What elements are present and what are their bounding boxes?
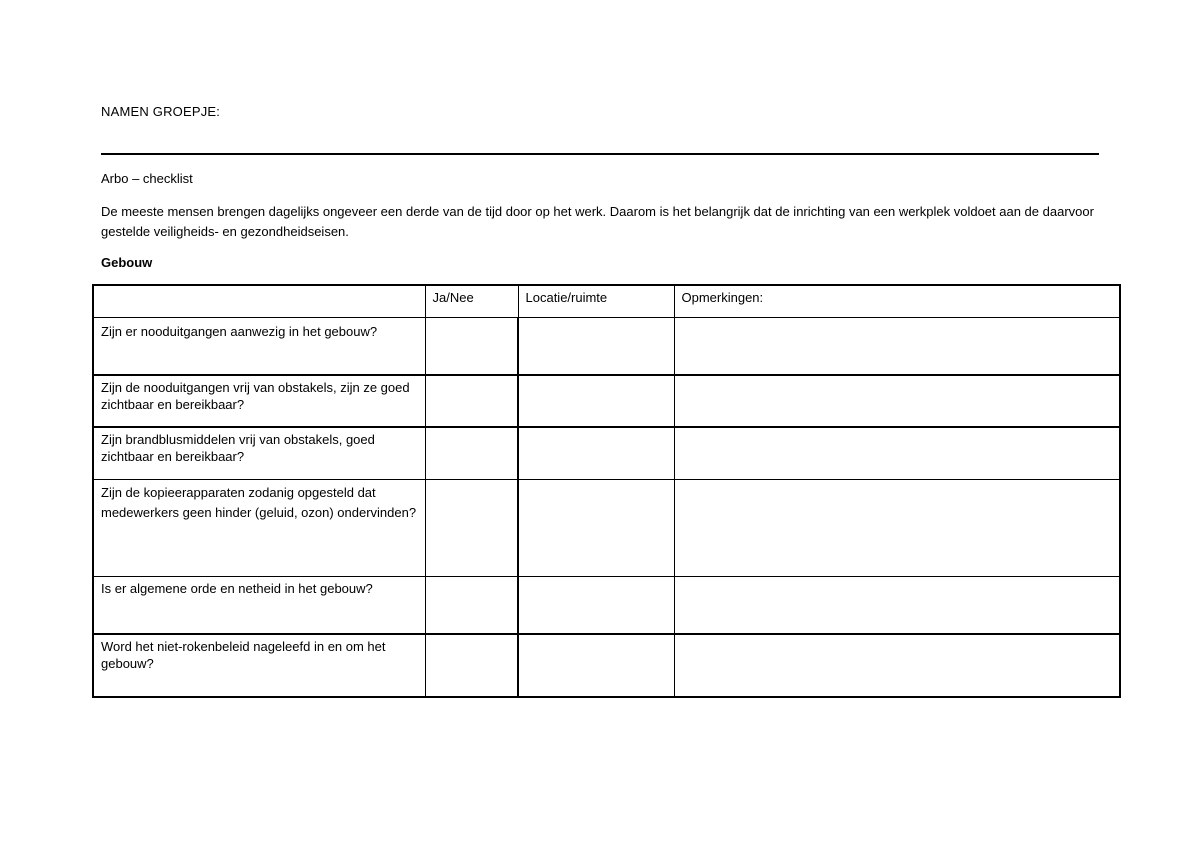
- ja-nee-cell[interactable]: [425, 375, 518, 427]
- locatie-cell[interactable]: [518, 375, 674, 427]
- section-heading: Gebouw: [101, 255, 153, 270]
- header-opmerkingen: Opmerkingen:: [674, 285, 1120, 317]
- table-row: [93, 375, 1120, 427]
- group-names-label: NAMEN GROEPJE:: [101, 104, 221, 119]
- question-cell: Zijn de kopieerapparaten zodanig opgesteld dat medewerkers geen hinder (geluid, ozon) ondervinden?: [93, 479, 425, 576]
- intro-paragraph: De meeste mensen brengen dagelijks ongeveer een derde van de tijd door op het werk. Daarom is het belangrijk dat de inrichting van een werkplek voldoet aan de daarvoor gestelde veiligheids- en gezondheidseisen.: [101, 204, 1094, 239]
- ja-nee-cell[interactable]: [425, 634, 518, 697]
- opmerkingen-cell[interactable]: [674, 375, 1120, 427]
- group-names-line: [101, 153, 1099, 155]
- opmerkingen-cell[interactable]: [674, 317, 1120, 375]
- opmerkingen-cell[interactable]: [674, 576, 1120, 634]
- locatie-cell[interactable]: [518, 427, 674, 479]
- question-cell: Is er algemene orde en netheid in het gebouw?: [93, 576, 425, 634]
- checklist-table: [92, 284, 1121, 698]
- opmerkingen-cell[interactable]: [674, 427, 1120, 479]
- locatie-cell[interactable]: [518, 634, 674, 697]
- locatie-cell[interactable]: [518, 576, 674, 634]
- locatie-cell[interactable]: [518, 479, 674, 576]
- header-locatie: Locatie/ruimte: [518, 285, 674, 317]
- ja-nee-cell[interactable]: [425, 427, 518, 479]
- question-cell: Zijn er nooduitgangen aanwezig in het gebouw?: [93, 317, 425, 375]
- table-row: [93, 479, 1120, 576]
- question-cell: Zijn de nooduitgangen vrij van obstakels, zijn ze goed zichtbaar en bereikbaar?: [93, 375, 425, 427]
- header-ja-nee: Ja/Nee: [425, 285, 518, 317]
- table-header-row: [93, 285, 1120, 317]
- question-cell: Zijn brandblusmiddelen vrij van obstakels, goed zichtbaar en bereikbaar?: [93, 427, 425, 479]
- question-cell: Word het niet-rokenbeleid nageleefd in en om het gebouw?: [93, 634, 425, 697]
- ja-nee-cell[interactable]: [425, 479, 518, 576]
- table-row: [93, 317, 1120, 375]
- ja-nee-cell[interactable]: [425, 576, 518, 634]
- ja-nee-cell[interactable]: [425, 317, 518, 375]
- document-subtitle: Arbo – checklist: [101, 171, 193, 186]
- table-row: [93, 634, 1120, 697]
- table-row: [93, 427, 1120, 479]
- opmerkingen-cell[interactable]: [674, 634, 1120, 697]
- table-row: [93, 576, 1120, 634]
- opmerkingen-cell[interactable]: [674, 479, 1120, 576]
- header-question: [93, 285, 425, 317]
- locatie-cell[interactable]: [518, 317, 674, 375]
